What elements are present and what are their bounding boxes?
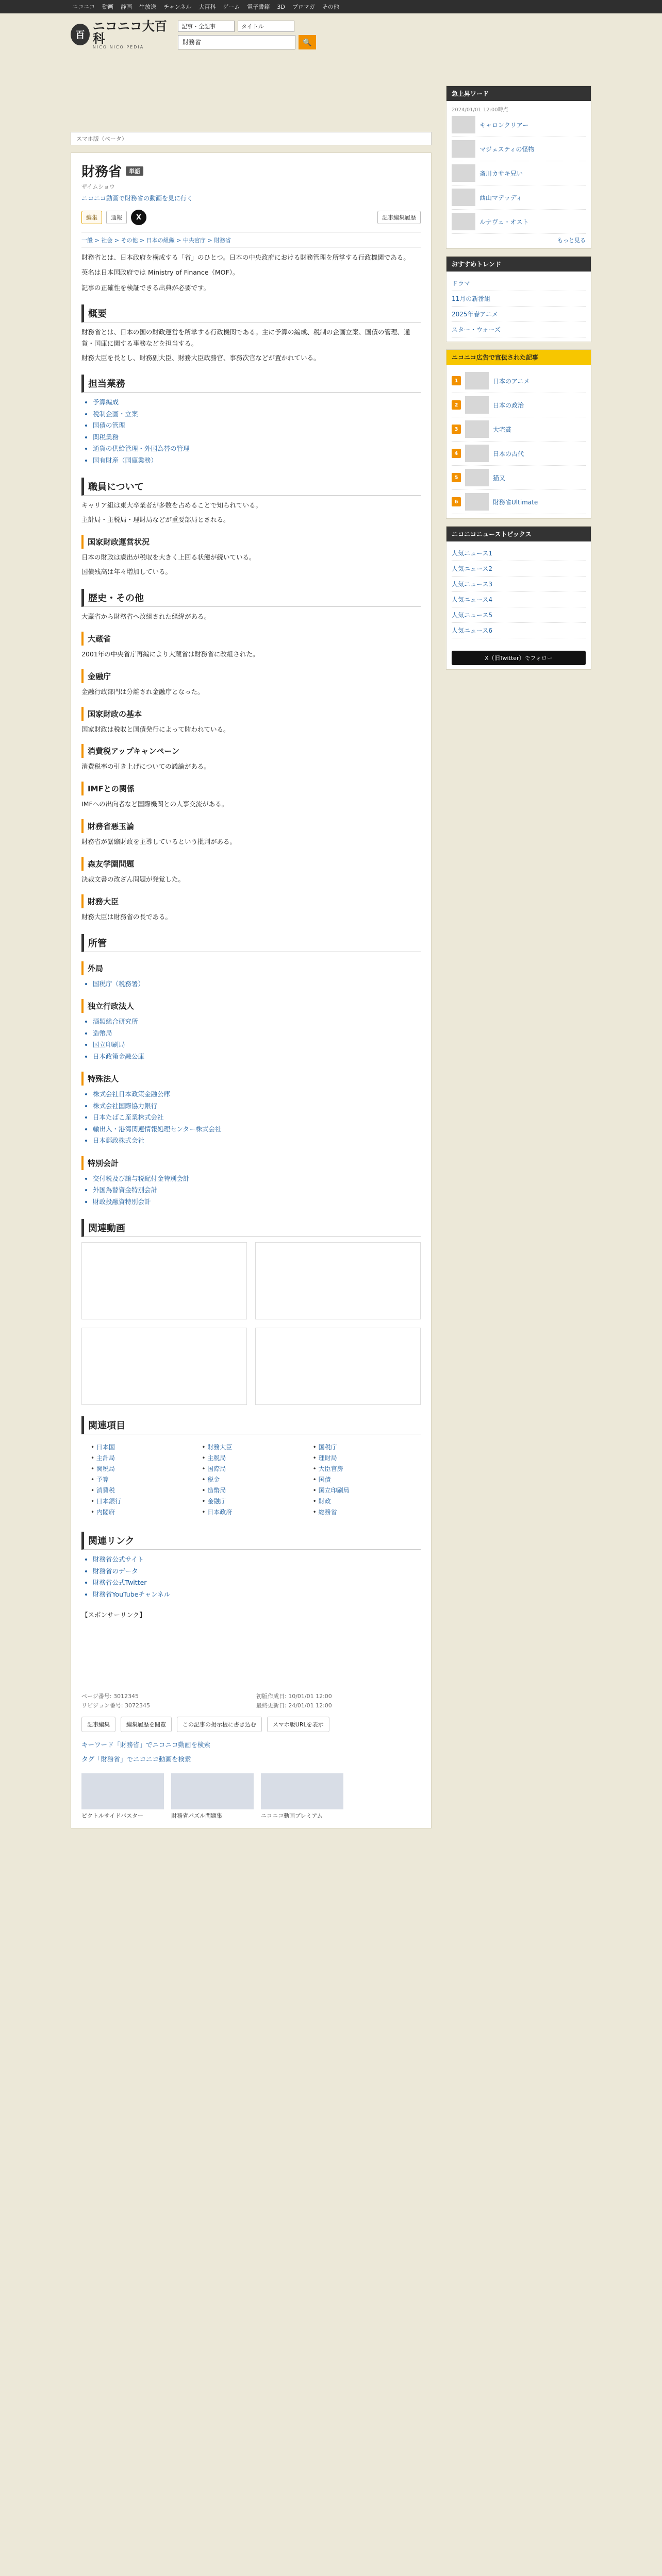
hot-keyword-link[interactable]: 西山マデッディ <box>479 194 522 201</box>
rank-badge: 2 <box>452 400 461 410</box>
subsection-heading: 外局 <box>81 961 421 975</box>
section-list-item[interactable]: • 造幣局 <box>93 1028 421 1040</box>
meta-item: ページ番号: 3012345 <box>81 1693 139 1700</box>
keyword-thumbnail <box>452 189 475 206</box>
page-title: 財務省 <box>81 164 122 180</box>
section-list-item[interactable]: • 日本政策金融公庫 <box>93 1051 421 1063</box>
section-list-item[interactable]: • 株式会社日本政策金融公庫 <box>93 1089 421 1100</box>
related-item-link[interactable]: • 日本国 <box>91 1443 189 1451</box>
video-card[interactable] <box>255 1328 421 1405</box>
related-item-link[interactable]: • 国立印刷局 <box>313 1486 411 1495</box>
article-title-row <box>81 161 421 180</box>
sponsor-space <box>81 1624 421 1686</box>
ad-card[interactable] <box>261 1773 343 1820</box>
section-paragraph: 財務大臣を長とし、財務副大臣、財務大臣政務官、事務次官などが置かれている。 <box>81 353 320 362</box>
video-card[interactable] <box>255 1242 421 1319</box>
side-column <box>446 86 591 670</box>
global-nav-item[interactable]: 生放送 <box>139 4 156 10</box>
report-button[interactable]: 通報 <box>106 211 127 224</box>
x-share-icon[interactable]: X <box>131 210 146 225</box>
subsection-heading: 特別会計 <box>81 1156 421 1170</box>
side-ad-link[interactable]: 日本の古代 <box>493 450 524 457</box>
section-paragraph: キャリア組は東大卒業者が多数を占めることで知られている。 <box>81 501 262 510</box>
section-paragraph: 主計局・主税局・理財局などが重要部局とされる。 <box>81 516 230 524</box>
section-heading: 関連動画 <box>81 1219 421 1237</box>
related-items-heading: 関連項目 <box>81 1416 421 1434</box>
video-card[interactable] <box>81 1242 247 1319</box>
side-ad-link[interactable]: 財務省Ultimate <box>493 498 538 506</box>
search-box <box>178 21 316 49</box>
section-paragraph: 財務省が緊縮財政を主導しているという批判がある。 <box>81 838 237 846</box>
related-item-link[interactable]: • 財政 <box>313 1497 411 1505</box>
global-nav-item[interactable]: ゲーム <box>223 4 240 10</box>
related-item-link[interactable]: • 国際局 <box>202 1464 300 1473</box>
section-paragraph: 金融行政部門は分離され金融庁となった。 <box>81 687 204 696</box>
subsection-heading: 森友学園問題 <box>81 857 421 871</box>
side-ad-thumbnail <box>465 396 489 414</box>
rank-badge: 3 <box>452 425 461 434</box>
section-list-item[interactable]: • 酒類総合研究所 <box>93 1016 421 1028</box>
section-list-item[interactable]: • 国税庁（税務署） <box>93 978 421 990</box>
hot-keywords-time: 2024/01/01 12:00時点 <box>452 107 508 113</box>
section-list-item[interactable]: • 税制企画・立案 <box>93 409 421 420</box>
more-link[interactable]: もっと見る <box>557 237 586 244</box>
side-ad-link[interactable]: 日本の政治 <box>493 401 524 409</box>
global-nav-item[interactable]: ブロマガ <box>292 4 315 10</box>
related-link[interactable]: • 財務省公式Twitter <box>93 1577 421 1589</box>
subsection-heading: 金融庁 <box>81 669 421 683</box>
section-paragraph: 消費税率の引き上げについての議論がある。 <box>81 762 210 771</box>
side-ad-row[interactable] <box>452 393 586 417</box>
side-ad-thumbnail <box>465 372 489 389</box>
logo-mark-icon: 百 <box>71 24 90 45</box>
global-nav-item[interactable]: ニコニコ <box>72 4 95 10</box>
section-heading: 歴史・その他 <box>81 589 421 607</box>
side-ad-row[interactable] <box>452 490 586 514</box>
section-list-item[interactable]: • 交付税及び譲与税配付金特別会計 <box>93 1173 421 1185</box>
side-ad-title: ニコニコ広告で宣伝された記事 <box>446 350 591 365</box>
hot-keywords-title: 急上昇ワード <box>446 86 591 101</box>
sponsor-label: 【スポンサーリンク】 <box>81 1611 146 1619</box>
mobile-version-link[interactable]: スマホ版（ベータ） <box>71 132 432 145</box>
section-heading: 所管 <box>81 934 421 952</box>
related-item-link[interactable]: • 金融庁 <box>202 1497 300 1505</box>
tag-search-link[interactable]: タグ「財務省」でニコニコ動画を検索 <box>81 1755 191 1763</box>
hot-keyword-link[interactable]: ルナヴェ・オスト <box>479 218 529 226</box>
subsection-heading: 大蔵省 <box>81 632 421 646</box>
related-item-link[interactable]: • 消費税 <box>91 1486 189 1495</box>
kind-badge: 単語 <box>126 166 143 176</box>
subsection-heading: 消費税アップキャンペーン <box>81 744 421 758</box>
related-link[interactable]: • 財務省のデータ <box>93 1566 421 1578</box>
related-link[interactable]: • 財務省YouTubeチャンネル <box>93 1589 421 1601</box>
related-link[interactable]: • 財務省公式サイト <box>93 1554 421 1566</box>
meta-item: 最終更新日: 24/01/01 12:00 <box>256 1702 332 1709</box>
related-links-heading: 関連リンク <box>81 1532 421 1550</box>
keyword-thumbnail <box>452 116 475 133</box>
topic-item[interactable]: 人気ニュース2 <box>452 561 586 577</box>
recommend-item[interactable]: ドラマ <box>452 276 586 291</box>
logo-subtext: NICO NICO PEDIA <box>92 44 144 49</box>
side-ad-row[interactable] <box>452 417 586 442</box>
section-list-item[interactable]: • 通貨の供給管理・外国為替の管理 <box>93 443 421 455</box>
section-heading: 職員について <box>81 478 421 496</box>
side-ad-box <box>446 349 591 519</box>
topic-item[interactable]: 人気ニュース3 <box>452 577 586 592</box>
subsection-heading: 財務大臣 <box>81 894 421 908</box>
section-heading: 概要 <box>81 304 421 323</box>
global-nav <box>0 0 662 13</box>
share-button[interactable]: 編集履歴を閲覧 <box>121 1717 172 1732</box>
section-list <box>81 978 421 990</box>
search-scope-select[interactable]: 記事・全記事 <box>178 21 235 32</box>
section-list-item[interactable]: • 輸出入・港湾関連情報処理センター株式会社 <box>93 1124 421 1136</box>
rank-badge: 1 <box>452 376 461 385</box>
ad-title: ニコニコ動画プレミアム <box>261 1812 323 1819</box>
global-nav-item[interactable]: 3D <box>277 3 285 10</box>
related-item-link[interactable]: • 主税局 <box>202 1453 300 1462</box>
side-ad-thumbnail <box>465 493 489 511</box>
meta-item: リビジョン番号: 3072345 <box>81 1702 150 1709</box>
related-item-link[interactable]: • 大臣官房 <box>313 1464 411 1473</box>
section-paragraph: 財務省とは、日本の国の財政運営を所掌する行政機関である。主に予算の編成、税制の企画立案、国債の管理、通貨・国庫に関する事務などを担当する。 <box>81 328 410 347</box>
related-item-link[interactable]: • 造幣局 <box>202 1486 300 1495</box>
related-item-link[interactable]: • 内閣府 <box>91 1507 189 1516</box>
related-item-link[interactable]: • 日本銀行 <box>91 1497 189 1505</box>
search-field-select[interactable]: タイトル <box>238 21 294 32</box>
main-column <box>71 132 432 1828</box>
side-ad-link[interactable]: 日本のアニメ <box>493 377 530 385</box>
topics-title: ニコニコニューストピックス <box>446 527 591 541</box>
hot-keyword-row[interactable] <box>452 210 586 234</box>
topic-item[interactable]: 人気ニュース5 <box>452 607 586 623</box>
lead-paragraph: 英名は日本国政府では Ministry of Finance（MOF）。 <box>81 268 239 277</box>
related-item-link[interactable]: • 予算 <box>91 1475 189 1484</box>
ad-title: ピクトルサイドバスター <box>81 1812 144 1819</box>
side-ad-link[interactable]: 猫又 <box>493 474 506 482</box>
side-ad-thumbnail <box>465 420 489 438</box>
ad-image <box>171 1773 254 1809</box>
subsection-heading: 独立行政法人 <box>81 999 421 1013</box>
share-button[interactable]: この記事の掲示板に書き込む <box>177 1717 262 1732</box>
ad-image <box>81 1773 164 1809</box>
section-paragraph: IMFへの出向者など国際機関との人事交流がある。 <box>81 800 228 808</box>
section-list-item[interactable]: • 外国為替資金特別会計 <box>93 1184 421 1196</box>
video-card[interactable] <box>81 1328 247 1405</box>
edit-button[interactable]: 編集 <box>81 211 102 224</box>
recommend-box <box>446 256 591 342</box>
section-list <box>81 1016 421 1062</box>
section-list-item[interactable]: • 財政投融資特別会計 <box>93 1196 421 1208</box>
global-nav-item[interactable]: その他 <box>322 4 339 10</box>
subsection-heading: 財務省悪玉論 <box>81 819 421 833</box>
related-item-link[interactable]: • 関税局 <box>91 1464 189 1473</box>
section-list-item[interactable]: • 予算編成 <box>93 397 421 409</box>
history-button[interactable]: 記事編集履歴 <box>377 211 421 224</box>
global-nav-item[interactable]: チャンネル <box>163 4 192 10</box>
global-nav-item[interactable]: 動画 <box>102 4 113 10</box>
related-item-link[interactable]: • 日本政府 <box>202 1507 300 1516</box>
topics-box <box>446 526 591 670</box>
meta-item: 初版作成日: 10/01/01 12:00 <box>256 1693 332 1700</box>
recommend-item[interactable]: スター・ウォーズ <box>452 322 586 337</box>
lead-section <box>81 252 421 293</box>
subsection-heading: 国家財政の基本 <box>81 707 421 721</box>
side-ad-thumbnail <box>465 445 489 462</box>
side-ad-thumbnail <box>465 469 489 486</box>
lead-paragraph: 財務省とは、日本政府を構成する「省」のひとつ。日本の中央政府における財務管理を所掌する行政機関である。 <box>81 253 410 261</box>
section-paragraph: 国家財政は税収と国債発行によって賄われている。 <box>81 725 230 733</box>
related-item-link[interactable]: • 国債 <box>313 1475 411 1484</box>
search-input[interactable]: 財務省 <box>178 35 295 49</box>
related-item-link[interactable]: • 理財局 <box>313 1453 411 1462</box>
ad-card[interactable] <box>81 1773 164 1820</box>
related-item-link[interactable]: • 財務大臣 <box>202 1443 300 1451</box>
rank-badge: 6 <box>452 497 461 506</box>
section-paragraph: 財務大臣は財務省の長である。 <box>81 912 172 921</box>
rank-badge: 4 <box>452 449 461 458</box>
topic-item[interactable]: 人気ニュース4 <box>452 592 586 607</box>
related-item-link[interactable]: • 国税庁 <box>313 1443 411 1451</box>
related-item-link[interactable]: • 総務省 <box>313 1507 411 1516</box>
video-grid <box>81 1242 421 1405</box>
article-sections <box>81 304 421 1238</box>
section-paragraph: 国債残高は年々増加している。 <box>81 568 172 575</box>
video-search-link[interactable]: ニコニコ動画で財務省の動画を見に行く <box>81 195 193 202</box>
share-button[interactable]: 記事編集 <box>81 1717 115 1732</box>
action-button-row <box>81 210 421 225</box>
site-header <box>71 13 591 70</box>
follow-x-button[interactable]: X（旧Twitter）でフォロー <box>452 651 586 665</box>
section-paragraph: 決裁文書の改ざん問題が発覚した。 <box>81 875 185 883</box>
section-list-item[interactable]: • 国債の管理 <box>93 420 421 432</box>
page-meta <box>81 1692 421 1709</box>
hot-keyword-link[interactable]: 斎川カサキ兄い <box>479 170 523 177</box>
section-list <box>81 1173 421 1208</box>
page-wrapper <box>71 13 591 1819</box>
search-button[interactable]: 🔍 <box>299 35 316 49</box>
hot-keyword-link[interactable]: マジェスティの怪物 <box>479 145 535 153</box>
reading-text: ザイムショウ <box>81 183 115 190</box>
subsection-heading: IMFとの関係 <box>81 782 421 795</box>
related-item-link[interactable]: • 税金 <box>202 1475 300 1484</box>
related-items-list <box>81 1438 421 1520</box>
keyword-thumbnail <box>452 164 475 182</box>
global-nav-item[interactable]: 大百科 <box>198 4 216 10</box>
ad-image <box>261 1773 343 1809</box>
section-paragraph: 大蔵省から財務省へ改組された経緯がある。 <box>81 612 211 620</box>
hot-keyword-link[interactable]: キャロンクリアー <box>479 121 529 129</box>
breadcrumb[interactable]: 一般 > 社会 > その他 > 日本の組織 > 中央官庁 > 財務省 <box>81 232 421 248</box>
recommend-item[interactable]: 11月の新番組 <box>452 291 586 307</box>
related-links-list <box>81 1554 421 1600</box>
article-body <box>71 152 432 1828</box>
keyword-search-link[interactable]: キーワード「財務省」でニコニコ動画を検索 <box>81 1741 211 1749</box>
recommend-item[interactable]: 2025年春アニメ <box>452 307 586 322</box>
section-list-item[interactable]: • 日本郵政株式会社 <box>93 1135 421 1147</box>
share-row <box>81 1717 421 1732</box>
subsection-heading: 国家財政運営状況 <box>81 535 421 549</box>
ad-row <box>81 1773 421 1820</box>
section-list-item[interactable]: • 日本たばこ産業株式会社 <box>93 1112 421 1124</box>
rank-badge: 5 <box>452 473 461 482</box>
topic-item[interactable]: 人気ニュース6 <box>452 623 586 638</box>
section-list-item[interactable]: • 国立印刷局 <box>93 1039 421 1051</box>
ad-title: 財務省パズル問題集 <box>171 1812 222 1819</box>
side-ad-row[interactable] <box>452 466 586 490</box>
section-heading: 担当業務 <box>81 375 421 393</box>
section-list-item[interactable]: • 株式会社国際協力銀行 <box>93 1100 421 1112</box>
share-button[interactable]: スマホ版URLを表示 <box>267 1717 329 1732</box>
hot-keyword-row[interactable] <box>452 113 586 137</box>
section-list-item[interactable]: • 関税業務 <box>93 432 421 444</box>
keyword-thumbnail <box>452 140 475 158</box>
topic-item[interactable]: 人気ニュース1 <box>452 546 586 561</box>
section-list <box>81 1089 421 1147</box>
recommend-title: おすすめトレンド <box>446 257 591 272</box>
global-nav-item[interactable]: 静画 <box>121 4 132 10</box>
side-ad-row[interactable] <box>452 442 586 466</box>
global-nav-item[interactable]: 電子書籍 <box>247 4 270 10</box>
lead-paragraph: 記事の正確性を検証できる出典が必要です。 <box>81 283 210 292</box>
side-ad-link[interactable]: 大宅賞 <box>493 426 512 433</box>
section-list <box>81 397 421 466</box>
ad-card[interactable] <box>171 1773 254 1820</box>
hot-keyword-row[interactable] <box>452 161 586 185</box>
hot-keywords-box <box>446 86 591 249</box>
keyword-thumbnail <box>452 213 475 230</box>
section-list-item[interactable]: • 国有財産（国庫業務） <box>93 455 421 467</box>
hot-keyword-row[interactable] <box>452 137 586 161</box>
subsection-heading: 特殊法人 <box>81 1072 421 1086</box>
section-paragraph: 日本の財政は歳出が税収を大きく上回る状態が続いている。 <box>81 553 256 562</box>
related-item-link[interactable]: • 主計局 <box>91 1453 189 1462</box>
hot-keyword-row[interactable] <box>452 185 586 210</box>
section-paragraph: 2001年の中央省庁再編により大蔵省は財務省に改組された。 <box>81 650 259 658</box>
logo-text: ニコニコ大百科 <box>92 18 167 46</box>
side-ad-row[interactable] <box>452 369 586 393</box>
site-logo[interactable] <box>71 18 169 49</box>
